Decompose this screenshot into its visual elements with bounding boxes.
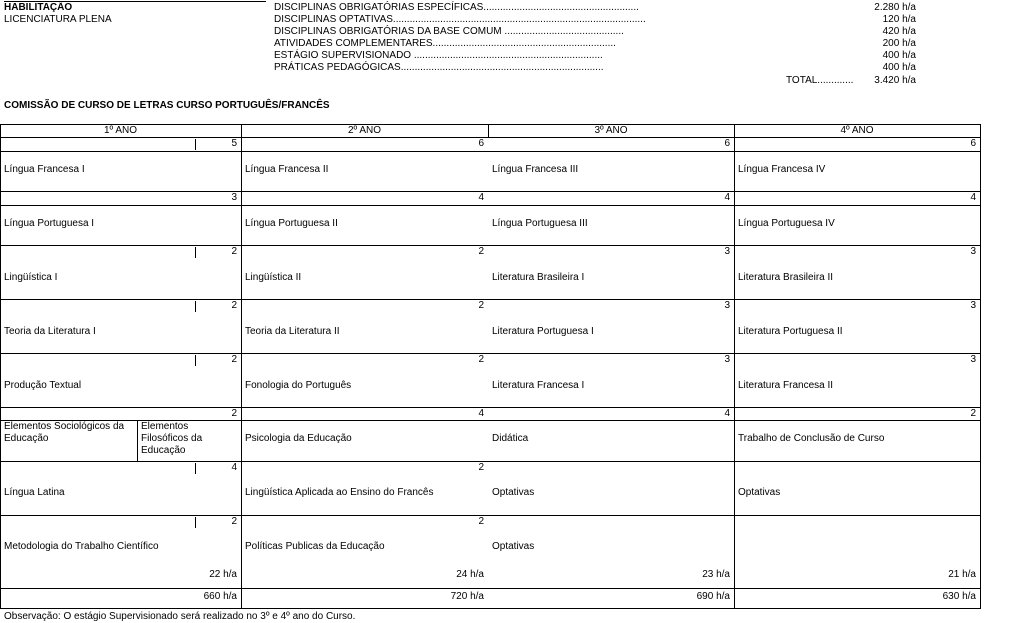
credit-value: 6 — [724, 138, 730, 149]
credit-value: 6 — [478, 138, 484, 149]
subject-cell: Optativas — [492, 487, 535, 498]
row-border — [0, 515, 981, 516]
hours-value-2: 120 h/a — [882, 14, 916, 25]
subject-cell: Elementos Filosóficos da Educação — [141, 421, 203, 456]
row-border — [0, 461, 981, 462]
credit-value: 3 — [970, 246, 976, 257]
habilitacao-label: HABILITAÇÃO — [4, 2, 73, 13]
credit-value: 2 — [231, 516, 237, 527]
subject-cell: Didática — [492, 433, 529, 444]
credit-tick — [195, 247, 196, 258]
observation-note: Observação: O estágio Supervisionado será realizado no 3º e 4º ano do Curso. — [4, 611, 356, 622]
credit-value: 4 — [970, 192, 976, 203]
year-total-value: 630 h/a — [942, 591, 976, 602]
hours-label-4: ATIVIDADES COMPLEMENTARES.................................................................. — [274, 38, 616, 49]
subject-cell: Língua Portuguesa IV — [738, 218, 835, 229]
subject-cell: Metodologia do Trabalho Científico — [4, 541, 159, 552]
table-bottom-border — [0, 608, 981, 609]
hours-value-1: 2.280 h/a — [874, 2, 916, 13]
subject-cell: Literatura Francesa I — [492, 380, 585, 391]
total-label: TOTAL............. — [786, 75, 854, 86]
subject-cell: Língua Francesa III — [492, 164, 579, 175]
hours-label-5: ESTÁGIO SUPERVISIONADO .................................................................... — [274, 50, 603, 61]
credit-value: 2 — [231, 354, 237, 365]
habilitacao-value: LICENCIATURA PLENA — [4, 14, 112, 25]
credit-value: 3 — [724, 246, 730, 257]
credit-value: 3 — [970, 354, 976, 365]
table-right-border — [980, 124, 981, 609]
hours-value-4: 200 h/a — [882, 38, 916, 49]
credit-value: 4 — [231, 462, 237, 473]
row-number-separator — [0, 205, 981, 206]
subject-cell: Literatura Brasileira I — [492, 272, 585, 283]
row-number-separator — [0, 151, 981, 152]
weekly-total-value: 23 h/a — [702, 569, 730, 580]
subject-cell: Trabalho de Conclusão de Curso — [738, 433, 885, 444]
header-divider — [488, 124, 489, 137]
weekly-total-value: 24 h/a — [456, 569, 484, 580]
credit-value: 5 — [231, 138, 237, 149]
subject-cell: Literatura Brasileira II — [738, 272, 834, 283]
weekly-total-border — [0, 588, 981, 589]
row-border — [0, 407, 981, 408]
hours-value-3: 420 h/a — [882, 26, 916, 37]
credit-tick — [195, 355, 196, 366]
split-divider — [137, 420, 138, 461]
hours-value-5: 400 h/a — [882, 50, 916, 61]
credit-value: 2 — [970, 408, 976, 419]
subject-cell: Língua Portuguesa I — [4, 218, 95, 229]
subject-cell: Optativas — [492, 541, 535, 552]
credit-value: 3 — [724, 300, 730, 311]
hours-label-6: PRÁTICAS PEDAGÓGICAS......................................................................... — [274, 62, 604, 73]
hours-label-3: DISCIPLINAS OBRIGATÓRIAS DA BASE COMUM ........................................... — [274, 26, 624, 37]
subject-cell: Políticas Publicas da Educação — [245, 541, 385, 552]
subject-cell: Língua Francesa I — [4, 164, 85, 175]
hours-value-6: 400 h/a — [882, 62, 916, 73]
total-value: 3.420 h/a — [874, 75, 916, 86]
subject-cell: Língua Latina — [4, 487, 65, 498]
subject-cell: Língua Francesa II — [245, 164, 329, 175]
credit-value: 2 — [478, 246, 484, 257]
table-left-border — [0, 124, 1, 609]
year-header-1: 1º ANO — [103, 125, 138, 136]
weekly-total-value: 21 h/a — [948, 569, 976, 580]
column-divider — [241, 124, 242, 609]
credit-tick — [195, 463, 196, 474]
credit-value: 2 — [478, 462, 484, 473]
subject-cell: Teoria da Literatura II — [245, 326, 340, 337]
credit-value: 4 — [478, 192, 484, 203]
subject-cell: Literatura Portuguesa I — [492, 326, 594, 337]
hours-label-2: DISCIPLINAS OPTATIVAS........................................................................................... — [274, 14, 646, 25]
subject-cell: Lingüística I — [4, 272, 58, 283]
year-total-value: 690 h/a — [696, 591, 730, 602]
subject-cell: Lingüística II — [245, 272, 302, 283]
subject-cell: Teoria da Literatura I — [4, 326, 96, 337]
row-border — [0, 191, 981, 192]
subject-cell: Língua Francesa IV — [738, 164, 826, 175]
year-header-4: 4º ANO — [840, 125, 874, 136]
year-total-value: 720 h/a — [450, 591, 484, 602]
subject-cell: Língua Portuguesa II — [245, 218, 338, 229]
credit-tick — [195, 301, 196, 312]
credit-value: 2 — [478, 516, 484, 527]
credit-tick — [195, 139, 196, 150]
year-total-value: 660 h/a — [203, 591, 237, 602]
credit-value: 2 — [231, 246, 237, 257]
year-header-3: 3º ANO — [594, 125, 628, 136]
credit-value: 3 — [724, 354, 730, 365]
credit-value: 4 — [478, 408, 484, 419]
credit-value: 6 — [970, 138, 976, 149]
section-title: COMISSÃO DE CURSO DE LETRAS CURSO PORTUGUÊS/FRANCÊS — [4, 100, 330, 111]
credit-tick — [195, 517, 196, 528]
subject-cell: Elementos Sociológicos da Educação — [4, 421, 125, 444]
credit-value: 4 — [724, 192, 730, 203]
subject-cell: Literatura Francesa II — [738, 380, 834, 391]
subject-cell: Psicologia da Educação — [245, 433, 352, 444]
column-divider — [734, 124, 735, 609]
subject-cell: Produção Textual — [4, 380, 82, 391]
weekly-total-value: 22 h/a — [209, 569, 237, 580]
subject-cell: Optativas — [738, 487, 781, 498]
year-header-2: 2º ANO — [347, 125, 382, 136]
credit-value: 2 — [231, 300, 237, 311]
credit-value: 4 — [724, 408, 730, 419]
row-border — [0, 353, 981, 354]
hours-label-1: DISCIPLINAS OBRIGATÓRIAS ESPECÍFICAS........................................................ — [274, 2, 639, 13]
subject-cell: Lingüística Aplicada ao Ensino do Francês — [245, 487, 434, 498]
subject-cell: Literatura Portuguesa II — [738, 326, 843, 337]
credit-value: 2 — [478, 354, 484, 365]
credit-value: 2 — [231, 408, 237, 419]
credit-value: 3 — [970, 300, 976, 311]
row-border — [0, 245, 981, 246]
credit-value: 3 — [231, 192, 237, 203]
row-border — [0, 299, 981, 300]
subject-cell: Língua Portuguesa III — [492, 218, 588, 229]
subject-cell: Fonologia do Português — [245, 380, 352, 391]
credit-value: 2 — [478, 300, 484, 311]
